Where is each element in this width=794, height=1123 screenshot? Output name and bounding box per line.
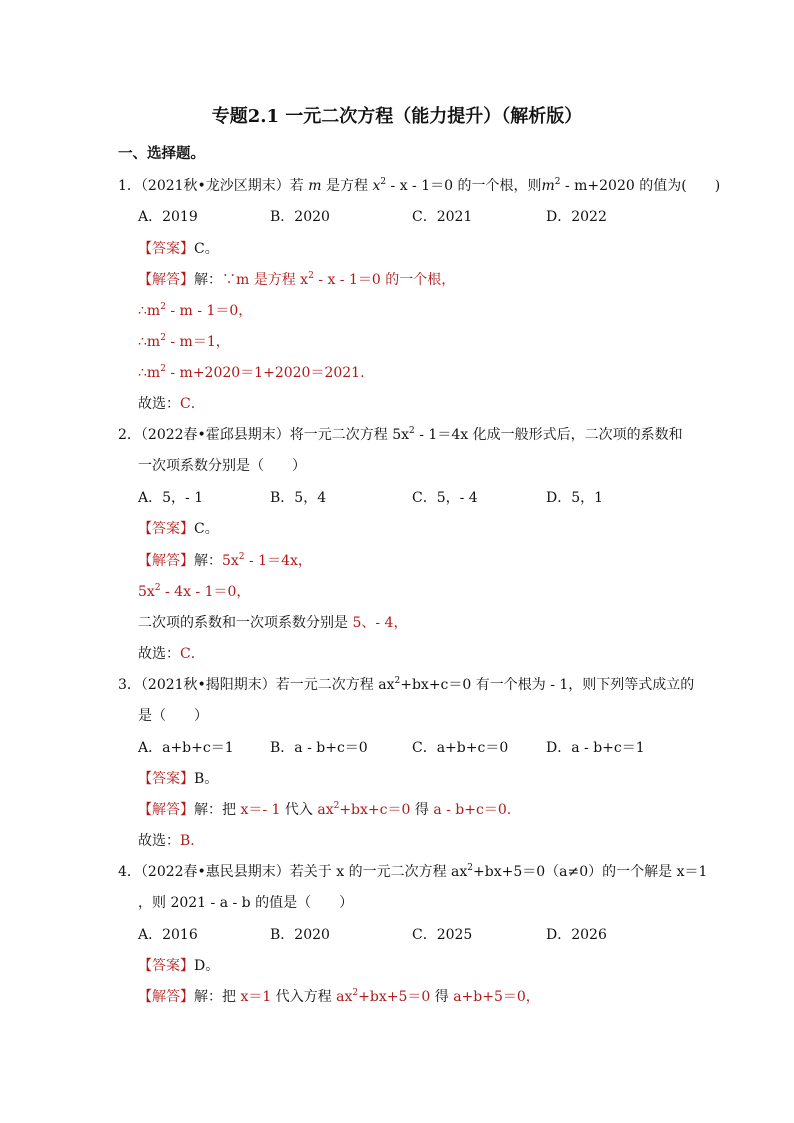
q1-solution-line-3: $\therefore m^2 - m=1$， xyxy=(138,333,230,350)
q1-answer: 【答案】C。 xyxy=(138,241,219,257)
q1-stem: 1．（2021秋•龙沙区期末）若 m 是方程 $x^2 - x - 1=0$ 的一个根，则$m^2 - m+2020$ 的值为( ) xyxy=(118,177,721,194)
q2-solution-line-1: 【解答】解：$5x^2 - 1=4x$， xyxy=(138,552,312,569)
q2-option-a: A．5，- 1 xyxy=(138,490,204,506)
q3-option-d: D．a - b+c＝1 xyxy=(546,740,645,756)
q3-option-c: C．a+b+c＝0 xyxy=(412,740,509,756)
q4-stem-line-1: 4．（2022春•惠民县期末）若关于 x 的一元二次方程 $ax^2+bx+5=0(a\ne 0)$的一个解是 x＝1 xyxy=(118,863,708,880)
q2-option-c: C．5，- 4 xyxy=(412,490,478,506)
q2-stem-line-1: 2．（2022春•霍邱县期末）将一元二次方程 $5x^2 - 1=4x$ 化成一般形式后，二次项的系数和 xyxy=(118,426,683,443)
q1-option-a: A．2019 xyxy=(138,209,198,225)
q4-option-c: C．2025 xyxy=(412,927,473,943)
q1-solution-line-2: $\therefore m^2 - m - 1=0$， xyxy=(138,302,253,319)
q4-stem-line-2: ，则 2021 - a - b 的值是（ ） xyxy=(138,895,354,911)
q2-option-b: B．5，4 xyxy=(270,490,327,506)
q4-option-d: D．2026 xyxy=(546,927,607,943)
q2-choice: 故选：C． xyxy=(138,646,205,662)
q3-option-b: B．a - b+c＝0 xyxy=(270,740,368,756)
q3-stem-line-2: 是（ ） xyxy=(138,708,208,724)
q1-solution-line-4: $\therefore m^2 - m+2020=1+2020=2021$. xyxy=(138,364,365,381)
q1-option-b: B．2020 xyxy=(270,209,330,225)
q1-option-c: C．2021 xyxy=(412,209,473,225)
q4-answer: 【答案】D。 xyxy=(138,958,220,974)
q1-choice: 故选：C． xyxy=(138,396,205,412)
q4-solution-line-1: 【解答】解：把 x＝1 代入方程 $ax^2+bx+5=0$ 得 a+b+5＝0， xyxy=(138,988,540,1005)
q2-solution-line-3: 二次项的系数和一次项系数分别是 5、- 4， xyxy=(138,615,408,631)
section-heading: 一、选择题。 xyxy=(118,145,205,162)
page-title: 专题2.1 一元二次方程（能力提升）（解析版） xyxy=(211,106,583,127)
q3-answer: 【答案】B。 xyxy=(138,771,219,787)
q3-option-a: A．a+b+c＝1 xyxy=(138,740,234,756)
q4-option-b: B．2020 xyxy=(270,927,330,943)
q3-stem-line-1: 3．（2021秋•揭阳期末）若一元二次方程 $ax^2+bx+c=0$ 有一个根为 - 1，则下列等式成立的 xyxy=(118,676,695,693)
q1-option-d: D．2022 xyxy=(546,209,607,225)
q3-solution-line-1: 【解答】解：把 x＝- 1 代入 $ax^2+bx+c=0$ 得 a - b+c＝0. xyxy=(138,801,512,818)
q3-choice: 故选：B． xyxy=(138,833,205,849)
q1-solution-line-1: 【解答】解：∵m 是方程 $x^2 - x - 1=0$ 的一个根， xyxy=(138,271,456,288)
q2-solution-line-2: $5x^2 - 4x - 1=0$， xyxy=(138,583,251,600)
q4-option-a: A．2016 xyxy=(138,927,198,943)
q2-stem-line-2: 一次项系数分别是（ ） xyxy=(138,458,306,474)
q2-option-d: D．5，1 xyxy=(546,490,604,506)
q2-answer: 【答案】C。 xyxy=(138,521,219,537)
